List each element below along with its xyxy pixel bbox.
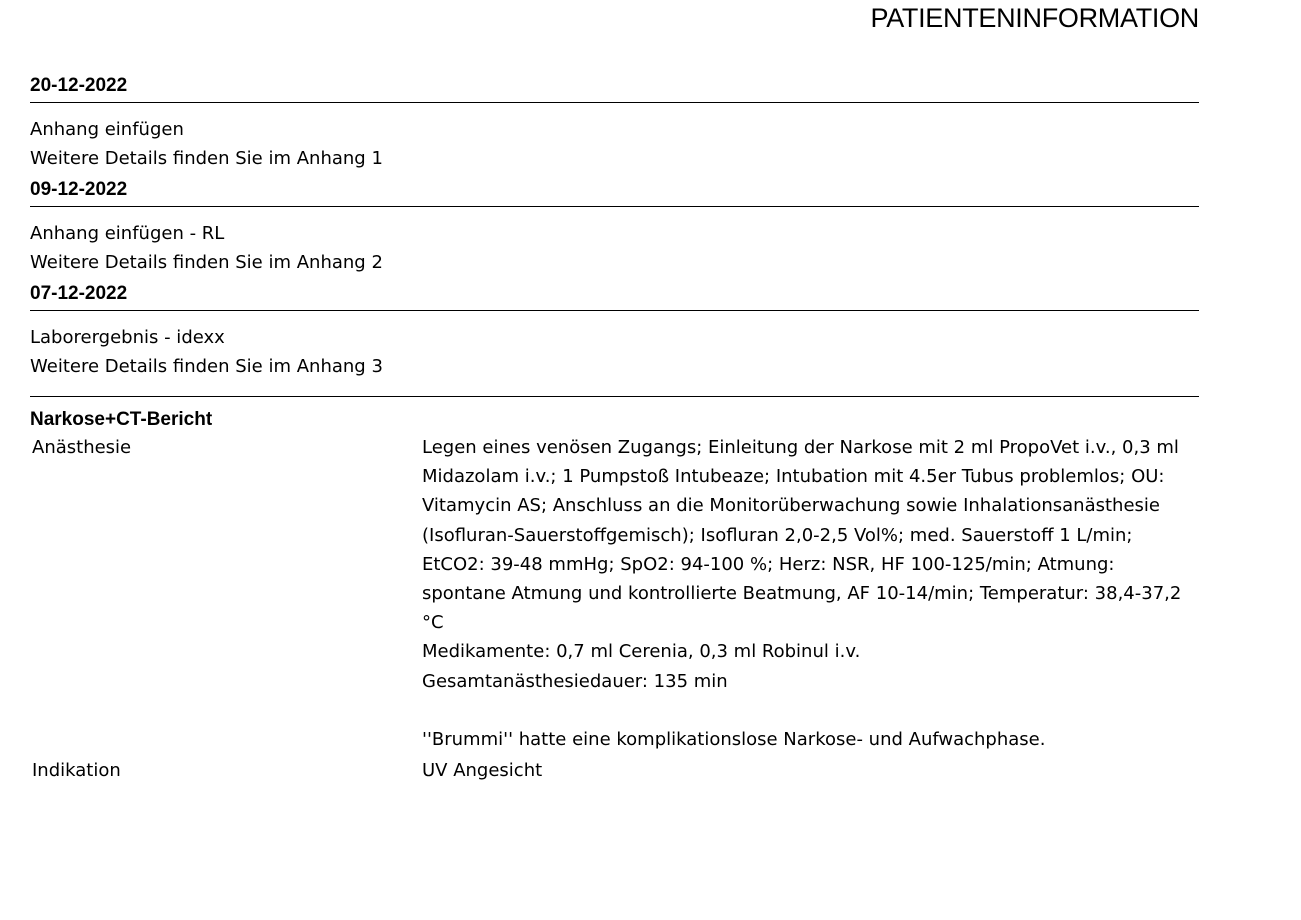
report-value: [422, 433, 1197, 754]
entry-item: [30, 176, 1199, 280]
entry-title: Laborergebnis - idexx: [30, 327, 225, 348]
anaesthesie-duration: Gesamtanästhesiedauer: 135 min: [422, 670, 728, 692]
anaesthesie-procedure: Legen eines venösen Zugangs; Einleitung der Narkose mit 2 ml PropoVet i.v., 0,3 ml Midazolam i.v.; 1 Pumpstoß Intubeaze; Intubation mit 4.5er Tubus problemlos; OU: Vitamycin AS; Anschluss an die Monitorüberwachung sowie Inhalationsanästhesie (Isofluran-Sauerstoffgemisch); Isofluran 2,0-2,5 Vol%; med. Sauerstoff 1 L/min; EtCO2: 39-48 mmHg; SpO2: 94-100 %; Herz: NSR, HF 100-125/min; Atmung: spontane Atmung und kontrollierte Beatmung, AF 10-14/min; Temperatur: 38,4-37,2 °C: [422, 437, 1182, 634]
report-section: [30, 407, 1199, 785]
report-row-indikation: [30, 756, 1199, 785]
entry-detail: Weitere Details finden Sie im Anhang 3: [30, 356, 383, 377]
page-title: PATIENTENINFORMATION: [870, 3, 1199, 33]
anaesthesie-medication: Medikamente: 0,7 ml Cerenia, 0,3 ml Robinul i.v.: [422, 641, 861, 663]
entry-date: 07-12-2022: [30, 280, 1199, 311]
entry-body: [30, 311, 1199, 384]
report-label: Indikation: [32, 760, 121, 782]
report-label: Anästhesie: [32, 437, 132, 458]
report-row-anaesthesie: [30, 433, 1199, 754]
entry-date: 09-12-2022: [30, 176, 1199, 207]
entry-body: [30, 103, 1199, 176]
report-title: Narkose+CT-Bericht: [30, 409, 213, 430]
entry-date: 20-12-2022: [30, 72, 1199, 103]
section-divider: [30, 396, 1199, 397]
patient-entries: [30, 72, 1199, 785]
paragraph-gap: [422, 696, 1197, 725]
entry-item: [30, 72, 1199, 176]
entry-detail: Weitere Details finden Sie im Anhang 2: [30, 252, 383, 273]
entry-detail: Weitere Details finden Sie im Anhang 1: [30, 148, 383, 169]
report-value: UV Angesicht: [422, 760, 543, 782]
entry-title: Anhang einfügen: [30, 119, 184, 140]
entry-body: [30, 207, 1199, 280]
entry-item: [30, 280, 1199, 384]
entry-title: Anhang einfügen - RL: [30, 223, 225, 244]
anaesthesie-summary: ''Brummi'' hatte eine komplikationslose Narkose- und Aufwachphase.: [422, 728, 1046, 750]
